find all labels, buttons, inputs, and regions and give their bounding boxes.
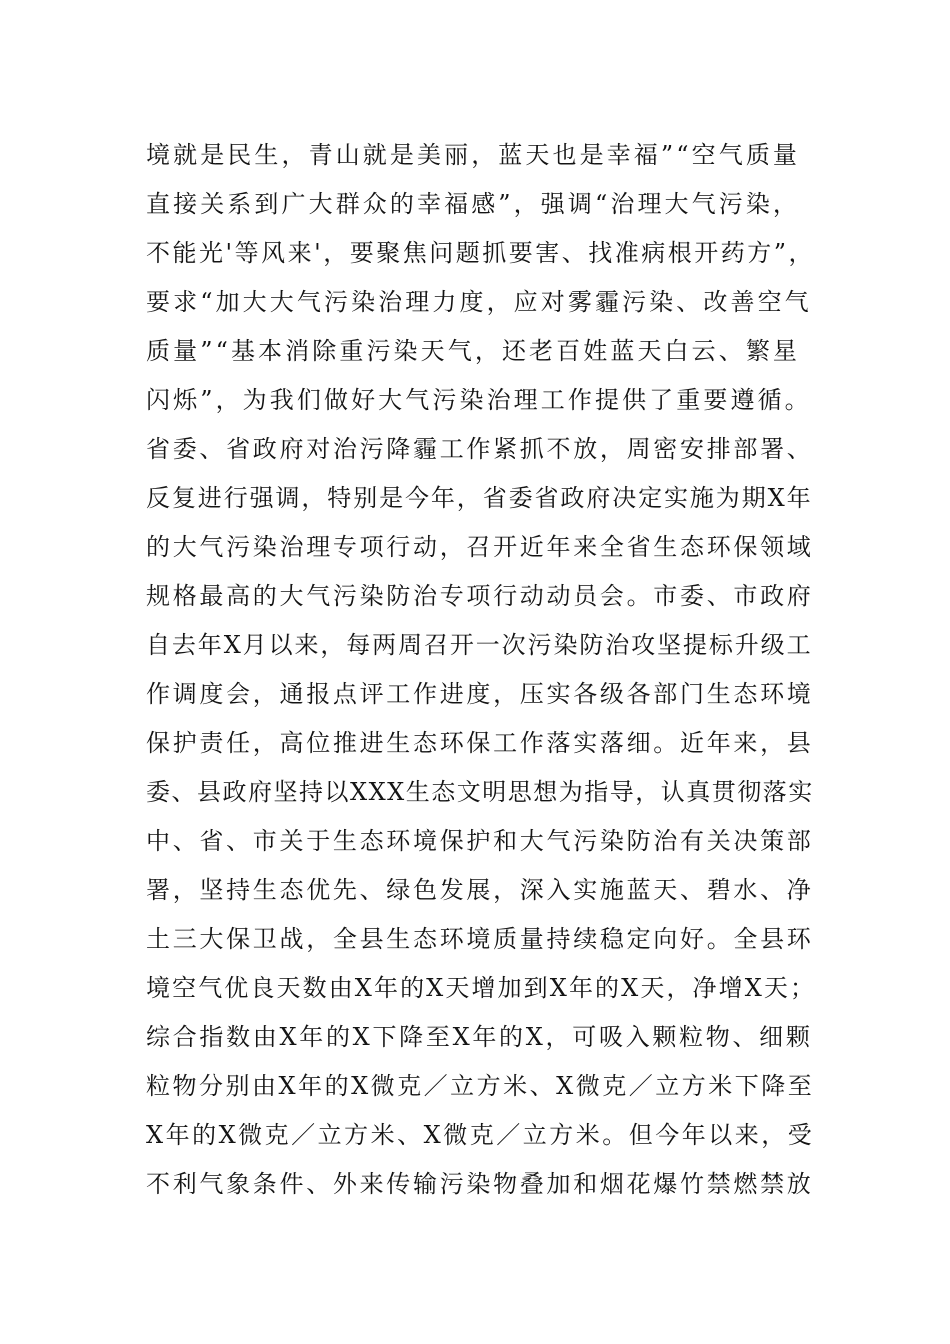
text-line: 规格最高的大气污染防治专项行动动员会。市委、市政府 [146,582,814,610]
text-line: 要求“加大大气污染治理力度，应对雾霾污染、改善空气 [146,288,812,316]
text-line: 直接关系到广大群众的幸福感”，强调“治理大气污染， [146,190,801,218]
text-line: 委、县政府坚持以XXX生态文明思想为指导，认真贯彻落实 [146,778,814,806]
text-line: 反复进行强调，特别是今年，省委省政府决定实施为期X年 [146,484,813,512]
text-line: 境空气优良天数由X年的X天增加到X年的X天，净增X天； [146,974,817,1002]
text-line: 综合指数由X年的X下降至X年的X，可吸入颗粒物、细颗 [146,1023,813,1051]
text-line: 闪烁”，为我们做好大气污染治理工作提供了重要遵循。 [146,386,812,414]
text-line: 土三大保卫战，全县生态环境质量持续稳定向好。全县环 [146,925,814,953]
text-line: 的大气污染治理专项行动，召开近年来全省生态环保领域 [146,533,814,561]
text-line: 质量”“基本消除重污染天气，还老百姓蓝天白云、繁星 [146,337,801,365]
text-line: 粒物分别由X年的X微克／立方米、X微克／立方米下降至 [146,1072,815,1100]
text-line: 作调度会，通报点评工作进度，压实各级各部门生态环境 [146,680,814,708]
text-line: 不利气象条件、外来传输污染物叠加和烟花爆竹禁燃禁放 [146,1170,814,1198]
text-line: 自去年X月以来，每两周召开一次污染防治攻坚提标升级工 [146,631,813,659]
text-line: 署，坚持生态优先、绿色发展，深入实施蓝天、碧水、净 [146,876,814,904]
text-line: X年的X微克／立方米、X微克／立方米。但今年以来，受 [146,1121,815,1149]
text-line: 不能光'等风来'，要聚焦问题抓要害、找准病根开药方”， [146,239,815,267]
text-line: 中、省、市关于生态环境保护和大气污染防治有关决策部 [146,827,814,855]
body-text [146,131,816,1209]
text-line: 境就是民生，青山就是美丽，蓝天也是幸福”“空气质量 [146,141,801,169]
text-line: 省委、省政府对治污降霾工作紧抓不放，周密安排部署、 [146,435,814,463]
text-line: 保护责任，高位推进生态环保工作落实落细。近年来，县 [146,729,814,757]
